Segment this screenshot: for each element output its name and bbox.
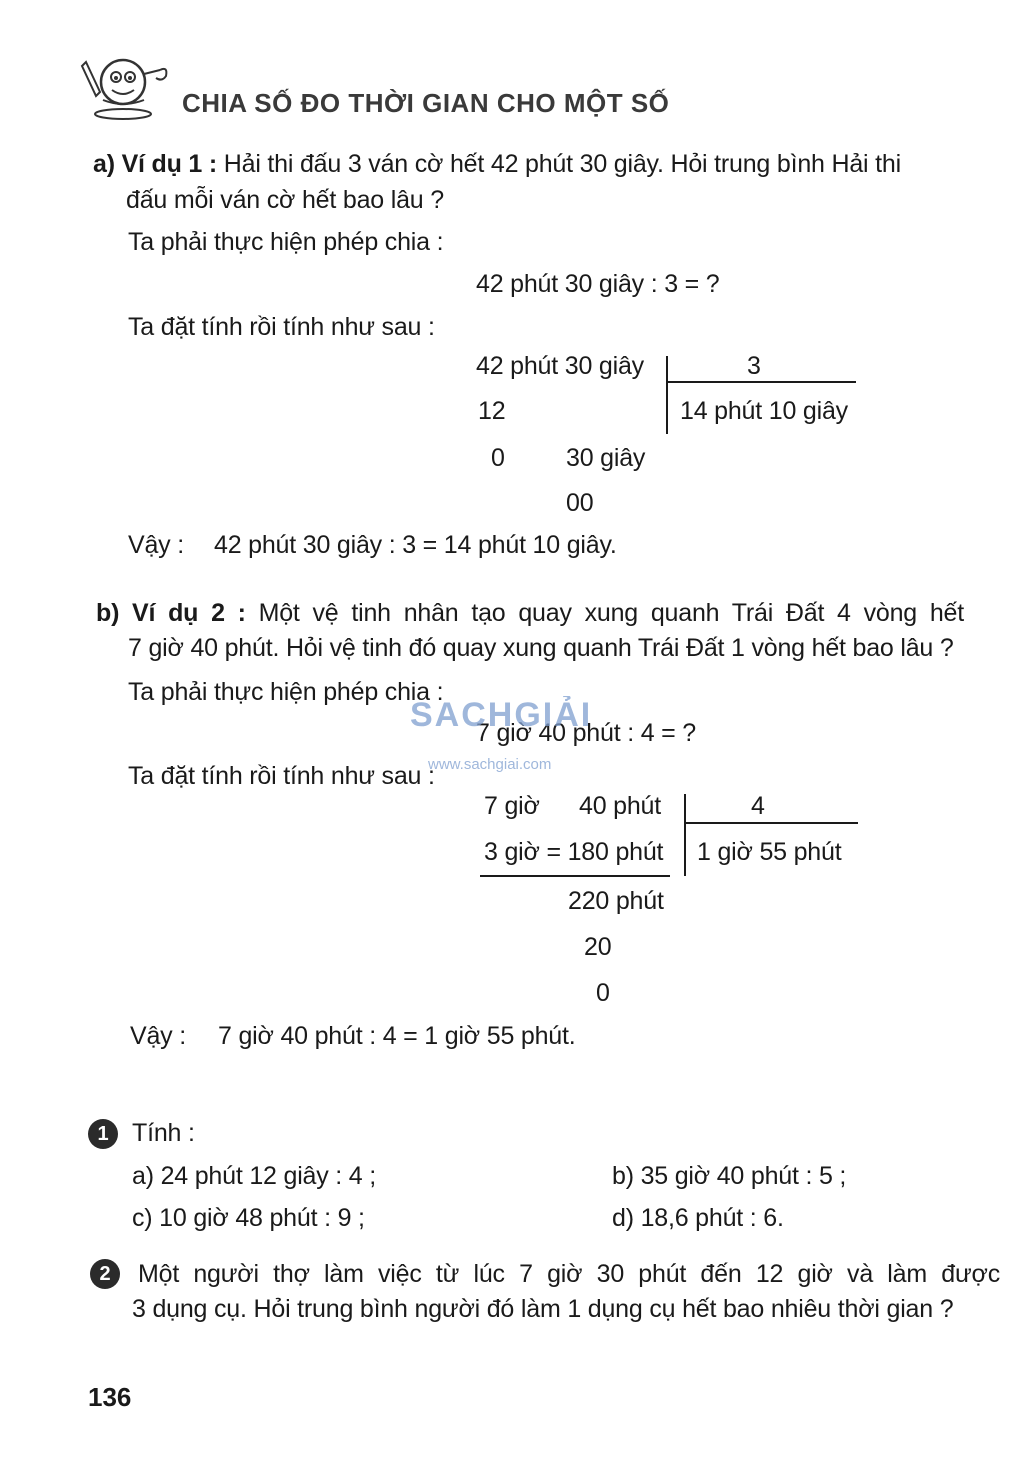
example-b-dividend-hours: 7 giờ (484, 792, 540, 820)
example-a-division-vertical (666, 356, 668, 434)
example-a-expression: 42 phút 30 giây : 3 = ? (476, 270, 720, 298)
example-a-divisor: 3 (747, 352, 761, 380)
exercise1-a: a) 24 phút 12 giây : 4 ; (132, 1162, 376, 1190)
example-a-step2a: 0 (491, 444, 505, 472)
example-b-result: 7 giờ 40 phút : 4 = 1 giờ 55 phút. (218, 1022, 576, 1050)
example-b-subtotal-line (480, 875, 670, 877)
example-a-step2b: 30 giây (566, 444, 646, 472)
example-a-step3: 00 (566, 489, 594, 517)
mascot-icon (78, 52, 178, 122)
example-a-result-label: Vậy : (128, 531, 184, 559)
example-b-dividend-minutes: 40 phút (579, 792, 662, 820)
example-a-must-do: Ta phải thực hiện phép chia : (128, 228, 444, 256)
example-b-text-line1: Một vệ tinh nhân tạo quay xung quanh Trái Đất 4 vòng hết (258, 599, 965, 627)
watermark-url: www.sachgiai.com (428, 756, 552, 773)
exercise2-text-line1: Một người thợ làm việc từ lúc 7 giờ 30 phút đến 12 giờ và làm được (138, 1260, 1000, 1288)
exercise1-d: d) 18,6 phút : 6. (612, 1204, 784, 1232)
example-a-result: 42 phút 30 giây : 3 = 14 phút 10 giây. (214, 531, 617, 559)
example-a-text-line1: Hải thi đấu 3 ván cờ hết 42 phút 30 giây. Hỏi trung bình Hải thi (223, 150, 901, 178)
watermark-brand: SACHGIẢI (410, 696, 593, 734)
exercise2-number-badge: 2 (90, 1259, 120, 1289)
example-b-step4: 0 (596, 979, 610, 1007)
example-a-label: a) Ví dụ 1 : (93, 150, 218, 178)
example-a-quotient: 14 phút 10 giây (680, 397, 848, 425)
example-b-step1: 3 giờ = 180 phút (484, 838, 664, 866)
exercise1-b: b) 35 giờ 40 phút : 5 ; (612, 1162, 847, 1190)
page-number: 136 (88, 1382, 132, 1412)
example-b-setup: Ta đặt tính rồi tính như sau : (128, 762, 435, 790)
example-a-setup: Ta đặt tính rồi tính như sau : (128, 313, 435, 341)
example-a-step1: 12 (478, 397, 506, 425)
exercise1-c: c) 10 giờ 48 phút : 9 ; (132, 1204, 365, 1232)
example-b-expression: 7 giờ 40 phút : 4 = ? (476, 719, 696, 747)
example-b-step3: 20 (584, 933, 612, 961)
example-a-division-horizontal (666, 381, 856, 383)
exercise1-label: Tính : (132, 1119, 195, 1147)
example-b-division-vertical (684, 794, 686, 876)
example-b-result-label: Vậy : (130, 1022, 186, 1050)
example-a-text-line2: đấu mỗi ván cờ hết bao lâu ? (126, 186, 444, 214)
example-a-line1 (93, 150, 901, 179)
example-b-divisor: 4 (751, 792, 765, 820)
example-b-label: b) Ví dụ 2 : (96, 599, 246, 627)
example-b-text-line2: 7 giờ 40 phút. Hỏi vệ tinh đó quay xung quanh Trái Đất 1 vòng hết bao lâu ? (128, 634, 954, 662)
example-b-line1 (96, 599, 964, 628)
example-b-must-do: Ta phải thực hiện phép chia : (128, 678, 444, 706)
example-b-quotient: 1 giờ 55 phút (697, 838, 842, 866)
example-b-division-horizontal (684, 822, 858, 824)
page-title: CHIA SỐ ĐO THỜI GIAN CHO MỘT SỐ (182, 88, 670, 118)
example-b-step2: 220 phút (568, 887, 664, 915)
example-a-dividend: 42 phút 30 giây (476, 352, 644, 380)
exercise2-text-line2: 3 dụng cụ. Hỏi trung bình người đó làm 1 dụng cụ hết bao nhiêu thời gian ? (132, 1295, 954, 1323)
exercise1-number-badge: 1 (88, 1119, 118, 1149)
